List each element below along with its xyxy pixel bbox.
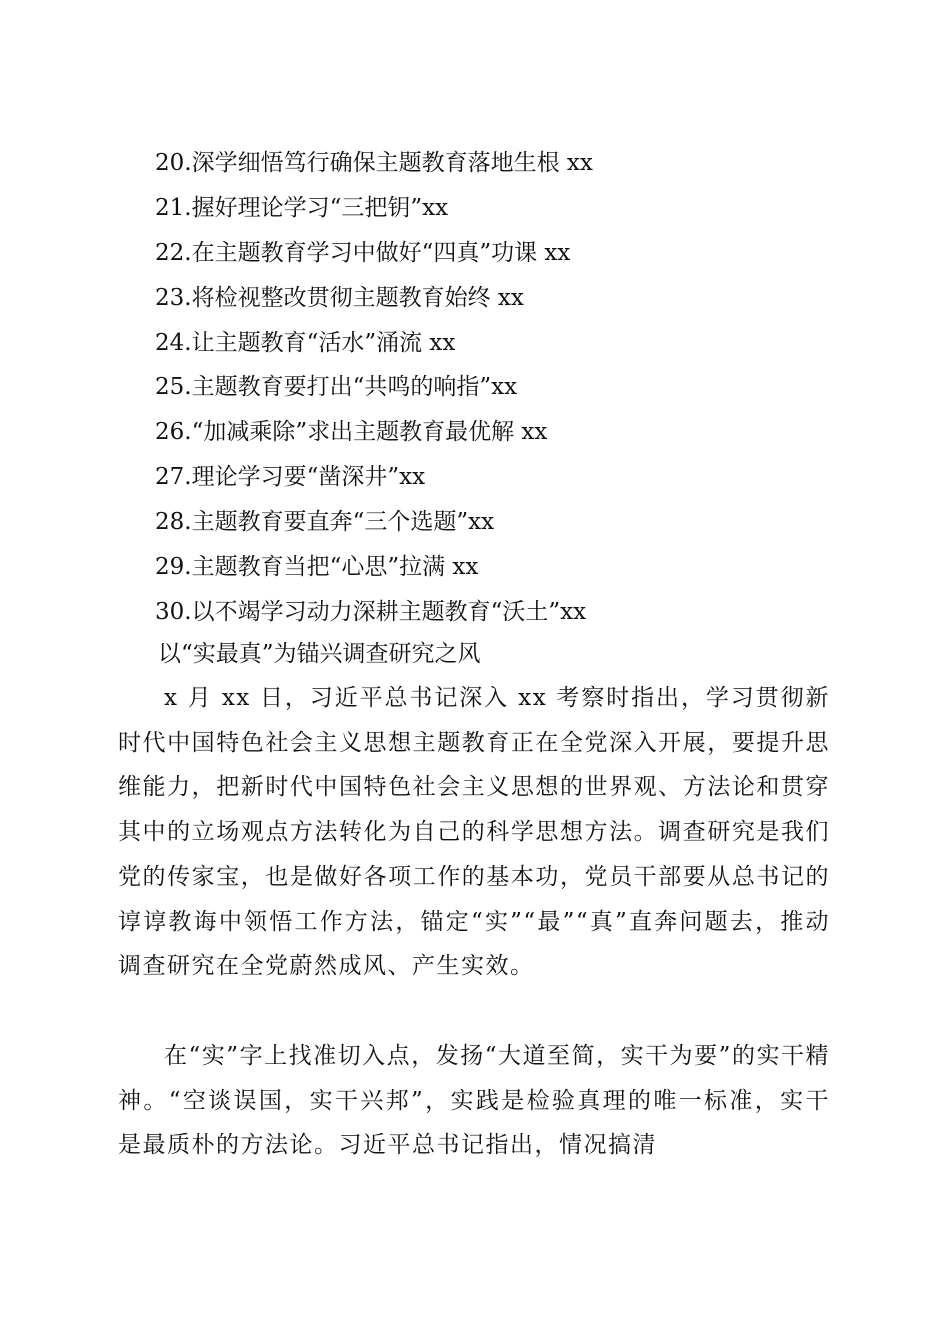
toc-item: 28.主题教育要直奔“三个选题”xx — [155, 509, 495, 536]
toc-item: 23.将检视整改贯彻主题教育始终 xx — [155, 284, 524, 311]
article-paragraph: x 月 xx 日，习近平总书记深入 xx 考察时指出，学习贯彻新时代中国特色社会主义思想主题教育正在全党深入开展，要提升思维能力，把新时代中国特色社会主义思想的世界观、方法论和贯穿其中的立场观点方法转化为自己的科学思想方法。调查研究是我们党的传家宝，也是做好各项工作的基本功，党员干部要从总书记的谆谆教诲中领悟工作方法，锚定“实”“最”“真”直奔问题去，推动调查研究在全党蔚然成风、产生实效。 — [118, 685, 830, 980]
table-of-contents — [155, 141, 593, 635]
toc-item: 24.让主题教育“活水”涌流 xx — [155, 329, 456, 356]
article-paragraph: 在“实”字上找准切入点，发扬“大道至简，实干为要”的实干精神。“空谈误国，实干兴邦”，实践是检验真理的唯一标准，实干是最质朴的方法论。习近平总书记指出，情况搞清 — [118, 1043, 830, 1159]
toc-item: 30.以不竭学习动力深耕主题教育“沃土”xx — [155, 598, 587, 625]
toc-item: 25.主题教育要打出“共鸣的响指”xx — [155, 374, 518, 401]
toc-item: 27.理论学习要“凿深井”xx — [155, 464, 426, 491]
toc-item: 29.主题教育当把“心思”拉满 xx — [155, 554, 479, 581]
article-title: 以“实最真”为锚兴调查研究之风 — [158, 641, 481, 667]
toc-item: 20.深学细悟笃行确保主题教育落地生根 xx — [155, 150, 593, 176]
toc-item: 21.握好理论学习“三把钥”xx — [155, 194, 449, 221]
toc-item: 22.在主题教育学习中做好“四真”功课 xx — [155, 239, 571, 266]
toc-item: 26.“加减乘除”求出主题教育最优解 xx — [155, 419, 548, 446]
